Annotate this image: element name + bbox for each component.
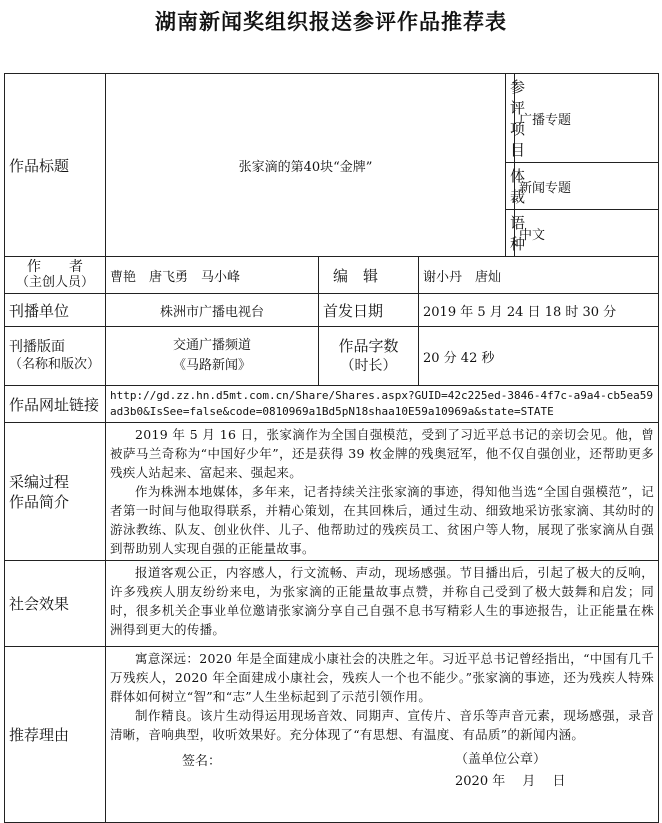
genre-value: 新闻专题 [515, 163, 659, 210]
editors-value: 谢小丹 唐灿 [419, 257, 659, 294]
process-text [106, 423, 659, 561]
process-label-cell [5, 423, 106, 561]
author-label-sub: （主创人员） [15, 275, 94, 290]
first-date-value: 2019 年 5 月 24 日 18 时 30 分 [419, 294, 659, 327]
length-label-sub: （时长） [340, 358, 397, 374]
genre-label: 体裁 [506, 163, 515, 210]
process-label-sub: 作品简介 [9, 492, 70, 511]
layout-value-cell [106, 327, 319, 386]
layout-label-cell [5, 327, 106, 386]
publisher-value: 株洲市广播电视台 [106, 294, 319, 327]
signature-label: 签名： [182, 754, 222, 769]
signature-date: 2020 年 月 日 [455, 774, 566, 789]
layout-label-sub: （名称和版次） [9, 357, 101, 372]
reason-paragraph-1: 寓意深远：2020 年是全面建成小康社会的决胜之年。习近平总书记曾经指出，“中国有几千万残疾人，2020 年全面建成小康社会，残疾人一个也不能少。”张家滴的事迹，还为残疾人特殊群体如何树立“智”和“志”人生坐标起到了示范引领作用。 [110, 651, 655, 704]
publisher-label: 刊播单位 [5, 294, 106, 327]
language-label: 语种 [506, 210, 515, 257]
editor-label: 编 辑 [319, 257, 419, 294]
recommendation-form-table [4, 73, 659, 823]
length-value: 20 分 42 秒 [419, 327, 659, 386]
url-label: 作品网址链接 [5, 386, 106, 423]
layout-channel: 交通广播频道 [172, 338, 251, 353]
social-text [106, 561, 659, 647]
url-value [106, 386, 659, 423]
length-label-cell [319, 327, 419, 386]
author-label-cell [5, 257, 106, 294]
category-value: 广播专题 [515, 74, 659, 163]
signature-block [110, 744, 654, 790]
social-paragraph: 报道客观公正，内容感人，行文流畅、声动，现场感强。节目播出后，引起了极大的反响，许多残疾人朋友纷纷来电，为张家滴的正能量故事点赞，并称自己受到了极大鼓舞和启发；同时，很多机关企事业单位邀请张家滴分享自己自强不息书写精彩人生的事迹报告，让正能量在株洲得到更大的传播。 [110, 565, 655, 637]
reason-label: 推荐理由 [5, 647, 106, 823]
category-label: 参评项目 [510, 78, 526, 159]
work-url-link[interactable]: http://gd.zz.hn.d5mt.com.cn/Share/Shares.aspx?GUID=42c225ed-3846-4f7c-a9a4-cb5ea59ad3b0&IsSee=false&code=0810969a1Bd5pN18shaa10E59a10969a&state=STATE [110, 389, 654, 418]
reason-paragraph-2: 制作精良。该片生动得运用现场音效、同期声、宣传片、音乐等声音元素，现场感强，录音清晰，音响典型，收听效果好。充分体现了“有思想、有温度、有品质”的新闻内涵。 [110, 708, 655, 742]
language-value: 中文 [515, 210, 659, 257]
process-label: 采编过程 [9, 472, 70, 491]
page-title: 湖南新闻奖组织报送参评作品推荐表 [155, 9, 507, 34]
layout-program: 《马路新闻》 [172, 358, 251, 373]
authors-value: 曹艳 唐飞勇 马小峰 [106, 257, 319, 294]
length-label: 作品字数 [338, 337, 399, 355]
work-title-value: 张家滴的第40块“金牌” [106, 74, 506, 257]
category-label-cell [506, 74, 526, 163]
author-label: 作 者 [27, 259, 83, 275]
process-paragraph-2: 作为株洲本地媒体，多年来，记者持续关注张家滴的事迹，得知他当选“全国自强模范”，记者第一时间与他取得联系，并精心策划，在其回株后，通过生动、细致地采访张家滴、其幼时的游泳教练、队友、创业伙伴、儿子、他帮助过的残疾员工、贫困户等人物，展现了张家滴从自强到帮助别人实现自强的正能量故事。 [110, 484, 655, 556]
process-paragraph-1: 2019 年 5 月 16 日，张家滴作为全国自强模范，受到了习近平总书记的亲切会见。他，曾被萨马兰奇称为“中国好少年”，还是获得 39 枚金牌的残奥冠军，他不仅自强创业，还帮助更多残疾人站起来、富起来、强起来。 [110, 427, 655, 480]
reason-text [106, 647, 659, 823]
work-title-label: 作品标题 [5, 74, 106, 257]
stamp-label: （盖单位公章） [455, 752, 547, 767]
social-label: 社会效果 [5, 561, 106, 647]
layout-label: 刊播版面 [9, 339, 65, 355]
first-date-label: 首发日期 [319, 294, 419, 327]
